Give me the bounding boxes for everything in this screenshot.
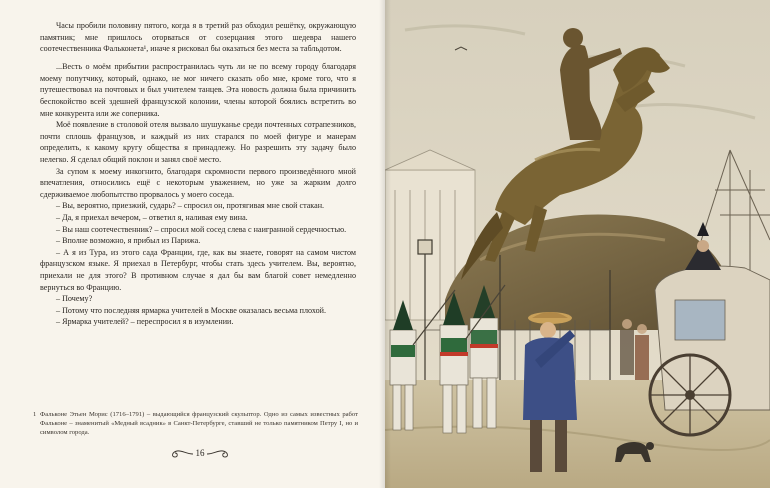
paragraph: За супом к моему инкогнито, благодаря скромности первого произведённого мной впечатления, относились ещё с некоторым уважением, но уже за жарким долго сдерживаемое любопытство прорвалось у моего соседа. <box>40 166 356 199</box>
footnote <box>33 410 358 438</box>
dialogue-line: – Вполне возможно, я прибыл из Парижа. <box>56 236 201 246</box>
footnote-text: Фальконе Этьен Морис (1716–1791) – выдающийся французский скульптор. Одно из самых известных работ Фальконе – знаменитый «Медный всадник» в Санкт-Петербурге, ставший не только памятником Петру I, но и символом города. <box>40 411 358 437</box>
dialogue-line: – Почему? <box>56 294 93 304</box>
dialogue-line: – Да, я приехал вечером, – ответил я, наливая ему вина. <box>56 213 248 222</box>
page-number: 16 <box>195 448 205 458</box>
bronze-horseman-illustration <box>385 0 770 488</box>
right-page <box>385 0 770 488</box>
main-text <box>40 20 356 328</box>
paragraph: ...Весть о моём прибытии распространилась чуть ли не по всему городу благодаря моему попутчику, который, однако, не мог ничего сказать обо мне, кроме того, что я путешествовал на почтовых и был учителем танцев. Эта новость должна была причинить беспокойство всей здешней французской колонии, члены которой боялись встретить во мне конкурента или же соперника. <box>40 62 356 118</box>
dialogue-line: – Вы наш соотечественник? – спросил мой сосед слева с наигранной сердечностью. <box>56 224 347 234</box>
ornament-right-icon <box>206 449 234 459</box>
footnote-mark: 1 <box>33 411 37 418</box>
dialogue-line: – Потому что последняя ярмарка учителей в Москве оказалась весьма плохой. <box>56 305 327 315</box>
paragraph: Моё появление в столовой отеля вызвало шушуканье среди почтенных сотрапезников, почти сплошь французов, и каждый из них старался по моей фигуре и манерам определить, к какому кругу общества я принадлежу. Но разрешить эту задачу было нелегко. Я сделал общий поклон и занял своё место. <box>40 120 356 165</box>
dialogue-line: – Вы, вероятно, приезжий, сударь? – спросил он, протягивая мне свой стакан. <box>56 201 325 211</box>
dialogue-line: – А я из Тура, из этого сада Франции, где, как вы знаете, говорят на самом чистом французском языке. Я приехал в Петербург, чтобы стать здесь учителем. Вы, вероятно, приехали не для этого? В противном случае я дал бы вам благой совет немедленно вернуться во Францию. <box>40 247 356 292</box>
paragraph: Часы пробили половину пятого, когда я в третий раз обходил решётку, окружающую памятник; мне пришлось оторваться от созерцания этого шедевра нашего соотечественника Фальконета¹, иначе я рисковал бы оказаться без места за табльдотом. <box>40 21 356 54</box>
dialogue-line: – Ярмарка учителей? – переспросил я в изумлении. <box>56 317 234 327</box>
book-gutter <box>379 0 391 488</box>
